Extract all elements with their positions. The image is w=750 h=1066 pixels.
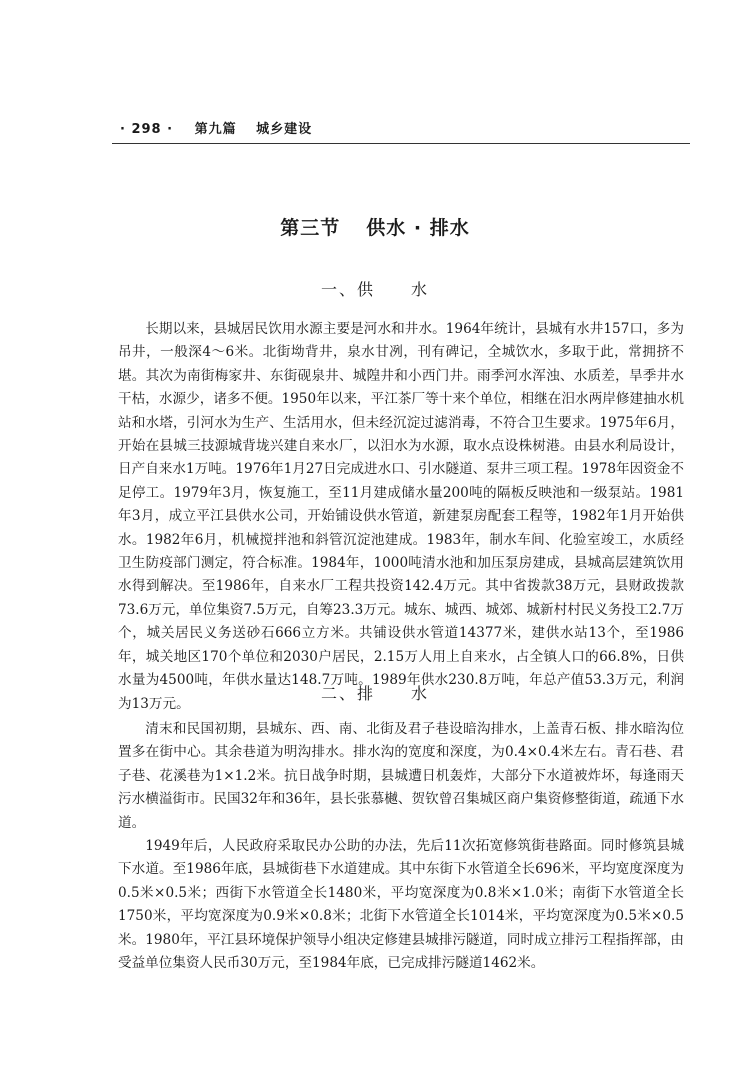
section-heading: 供水 · 排水 <box>366 217 470 239</box>
paragraph: 1949年后，人民政府采取民办公助的办法，先后11次拓宽修筑街巷路面。同时修筑县城下水道。至1986年底，县城街巷下水道建成。其中东街下水管道全长696米，平均宽度深度为0.5米×0.5米；西街下水管道全长1480米，平均宽深度为0.8米×1.0米；南街下水管道全长1750米，平均宽深度为0.9米×0.8米；北街下水管道全长1014米，平均宽深度为0.5米×0.5米。1980年，平江县环境保护领导小组决定修建县城排污隧道，同时成立排污工程指挥部，由受益单位集资人民币30万元，至1984年底，已完成排污隧道1462米。 <box>118 838 684 972</box>
part-title: 城乡建设 <box>256 122 313 137</box>
running-header <box>120 118 312 137</box>
paragraph: 长期以来，县城居民饮用水源主要是河水和井水。1964年统计，县城有水井157口，多为吊井，一般深4～6米。北街坳背井，泉水甘冽，刊有碑记，全城饮水，多取于此，常拥挤不堪。其次为南街梅家井、东街砚泉井、城隍井和小西门井。雨季河水浑浊、水质差，旱季井水干枯，水源少，诸多不便。1950年以来，平江茶厂等十来个单位，相继在汨水两岸修建抽水机站和水塔，引河水为生产、生活用水，但未经沉淀过滤消毒，不符合卫生要求。1975年6月，开始在县城三技源城背垅兴建自来水厂，以汨水为水源，取水点设株树港。由县水利局设计，日产自来水1万吨。1976年1月27日完成进水口、引水隧道、泵井三项工程。1978年因资金不足停工。1979年3月，恢复施工，至11月建成储水量200吨的隔板反映池和一级泵站。1981年3月，成立平江县供水公司，开始铺设供水管道，新建泵房配套工程等，1982年1月开始供水。1982年6月，机械搅拌池和斜管沉淀池建成。1983年，制水车间、化验室竣工，水质经卫生防疫部门测定，符合标准。1984年，1000吨清水池和加压泵房建成，县城高层建筑饮用水得到解决。至1986年，自来水厂工程共投资142.4万元。其中省拨款38万元，县财政拨款73.6万元，单位集资7.5万元，自筹23.3万元。城东、城西、城郊、城新村村民义务投工2.7万个，城关居民义务送砂石666立方米。共铺设供水管道14377米，建供水站13个，至1986年，城关地区170个单位和2030户居民，2.15万人用上自来水，占全镇人口的66.8%，日供水量为4500吨，年供水量达148.7万吨。1989年供水230.8万吨，年总产值53.3万元，利润为13万元。 <box>118 321 684 712</box>
paragraph: 清末和民国初期，县城东、西、南、北街及君子巷设暗沟排水，上盖青石板、排水暗沟位置多在街中心。其余巷道为明沟排水。排水沟的宽度和深度，为0.4×0.4米左右。青石巷、君子巷、花溪巷为1×1.2米。抗日战争时期，县城遭日机轰炸，大部分下水道被炸坏，每逢雨天污水横溢街市。民国32年和36年，县长张慕樾、贺钦曾召集城区商户集资修整街道，疏通下水道。 <box>118 721 684 831</box>
page-number: · 298 · <box>120 122 174 137</box>
water-supply-heading-suffix: 水 <box>411 280 430 299</box>
part-label: 第九篇 <box>194 122 237 137</box>
drainage-body <box>118 718 684 975</box>
water-supply-heading-prefix: 一、供 <box>320 280 375 299</box>
section-number: 第三节 <box>280 217 341 239</box>
drainage-heading-prefix: 二、排 <box>320 684 375 703</box>
header-rule <box>112 143 690 144</box>
water-supply-heading <box>0 277 750 300</box>
drainage-heading <box>0 681 750 704</box>
water-supply-body <box>118 318 684 716</box>
drainage-heading-suffix: 水 <box>411 684 430 703</box>
section-title <box>0 213 750 240</box>
